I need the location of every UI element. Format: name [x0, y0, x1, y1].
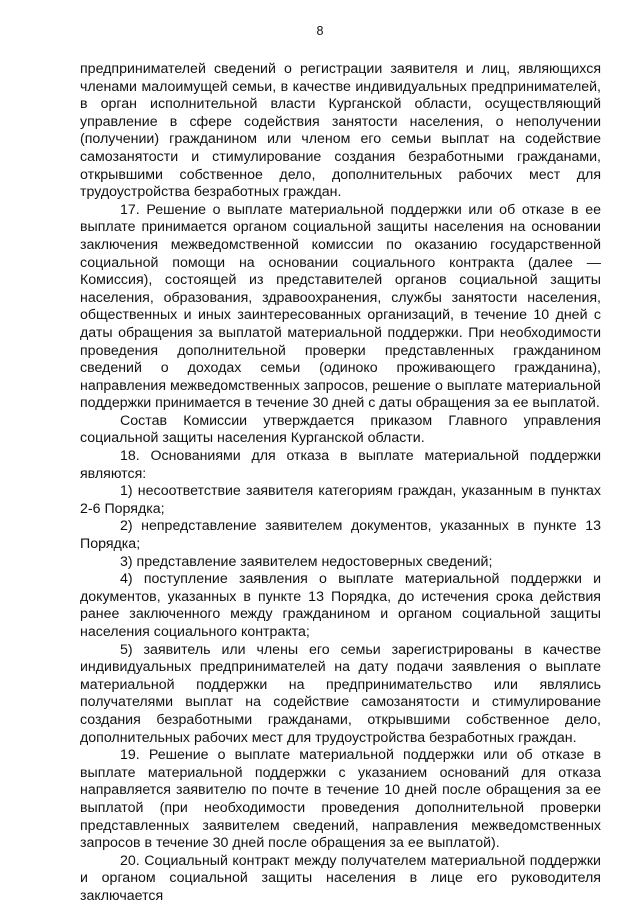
paragraph-17: 17. Решение о выплате материальной поддержки или об отказе в ее выплате принимается органом социальной защиты населения на основании заключения межведомственной комиссии по оказанию государственной социальной помощи на основании социального контракта (далее — Комиссия), состоящей из представителей органов социальной защиты населения, образования, здравоохранения, службы занятости населения, общественных и иных заинтересованных организаций, в течение 10 дней с даты обращения за выплатой материальной поддержки. При необходимости проведения дополнительной проверки представленных гражданином сведений о доходах семьи (одиноко проживающего гражданина), направления межведомственных запросов, решение о выплате материальной поддержки принимается в течение 30 дней с даты обращения за ее выплатой.: [80, 201, 601, 412]
page-number: 8: [316, 24, 324, 38]
list-item-3: 3) представление заявителем недостоверных сведений;: [120, 553, 493, 570]
list-item-5: 5) заявитель или члены его семьи зарегистрированы в качестве индивидуальных предпринимателей на дату подачи заявления о выплате материальной поддержки на предпринимательство или являлись получателями выплат на содействие самозанятости и стимулирование создания безработными гражданами, открывшими собственное дело, дополнительных рабочих мест для трудоустройства безработных граждан.: [80, 641, 601, 746]
paragraph-continuation: предпринимателей сведений о регистрации заявителя и лиц, являющихся членами малоимущей семьи, в качестве индивидуальных предпринимателей, в орган исполнительной власти Курганской области, осуществляющий управление в сфере содействия занятости населения, о неполучении (получении) гражданином или членом его семьи выплат на содействие самозанятости и стимулирование создания безработными гражданами, открывшими собственное дело, дополнительных рабочих мест для трудоустройства безработных граждан.: [80, 61, 601, 201]
paragraph-20: 20. Социальный контракт между получателем материальной поддержки и органом социальной защиты населения в лице его руководителя заключается: [80, 852, 601, 904]
list-item-2: 2) непредставление заявителем документов, указанных в пункте 13 Порядка;: [80, 518, 601, 553]
paragraph-18: 18. Основаниями для отказа в выплате материальной поддержки являются:: [80, 448, 601, 482]
body-text: [80, 61, 601, 906]
paragraph-19: 19. Решение о выплате материальной поддержки или об отказе в выплате материальной поддержки с указанием оснований для отказа направляется заявителю по почте в течение 10 дней после обращения за ее выплатой (при необходимости проведения дополнительной проверки представленных заявителем сведений, направления межведомственных запросов в течение 30 дней после обращения за ее выплатой).: [80, 747, 601, 852]
list-item-1: 1) несоответствие заявителя категориям граждан, указанным в пунктах 2-6 Порядка;: [80, 483, 601, 517]
paragraph-commission: Состав Комиссии утверждается приказом Главного управления социальной защиты населения Курганской области.: [80, 412, 601, 447]
list-item-4: 4) поступление заявления о выплате материальной поддержки и документов, указанных в пункте 13 Порядка, до истечения срока действия ранее заключенного между гражданином и органом социальной защиты населения социального контракта;: [80, 571, 601, 640]
